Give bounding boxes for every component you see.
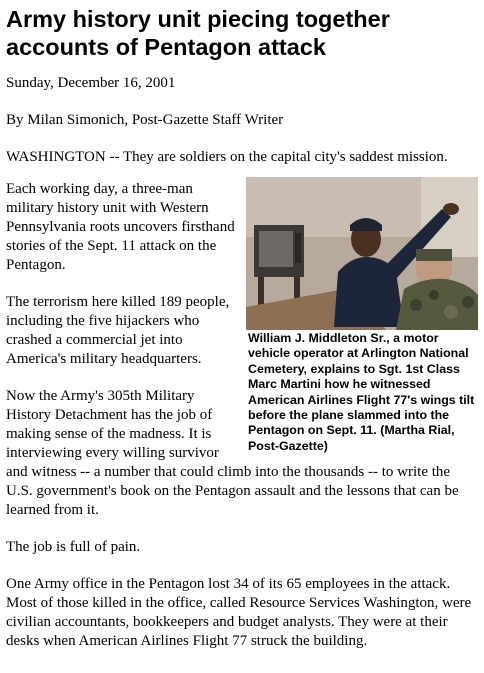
body-paragraph: The terrorism here killed 189 people, including the five hijackers who crashed a commercial jet into America's military headquarters.	[6, 294, 230, 367]
byline: By Milan Simonich, Post-Gazette Staff Writer	[6, 112, 284, 128]
article	[6, 0, 478, 651]
body-paragraph: Now the Army's 305th Military History Detachment has the job of making sense of the madness. It is interviewing every willing survivor and witness -- a number that could climb into the thousands -- to write the U.S. government's book on the Pentagon assault and the lessons that can be learned from it.	[6, 388, 459, 518]
headline: Army history unit piecing together accounts of Pentagon attack	[6, 6, 390, 60]
lead-paragraph: WASHINGTON -- They are soldiers on the capital city's saddest mission.	[6, 149, 448, 165]
body-paragraph: One Army office in the Pentagon lost 34 of its 65 employees in the attack. Most of those killed in the office, called Resource Services Washington, were civilian accountants, bookkeepers and budget analysts. They were at their desks when American Airlines Flight 77 struck the building.	[6, 576, 472, 649]
body-paragraph: Each working day, a three-man military history unit with Western Pennsylvania roots uncovers firsthand stories of the Sept. 11 attack on the Pentagon.	[6, 181, 235, 273]
news-photo	[246, 177, 478, 330]
body-paragraph: The job is full of pain.	[6, 539, 141, 555]
photo-figure	[246, 177, 478, 454]
publication-date: Sunday, December 16, 2001	[6, 75, 176, 91]
photo-caption: William J. Middleton Sr., a motor vehicle operator at Arlington National Cemetery, explains to Sgt. 1st Class Marc Martini how he witnessed American Airlines Flight 77's wings tilt before the plane slammed into the Pentagon on Sept. 11. (Martha Rial, Post-Gazette)	[248, 331, 475, 453]
